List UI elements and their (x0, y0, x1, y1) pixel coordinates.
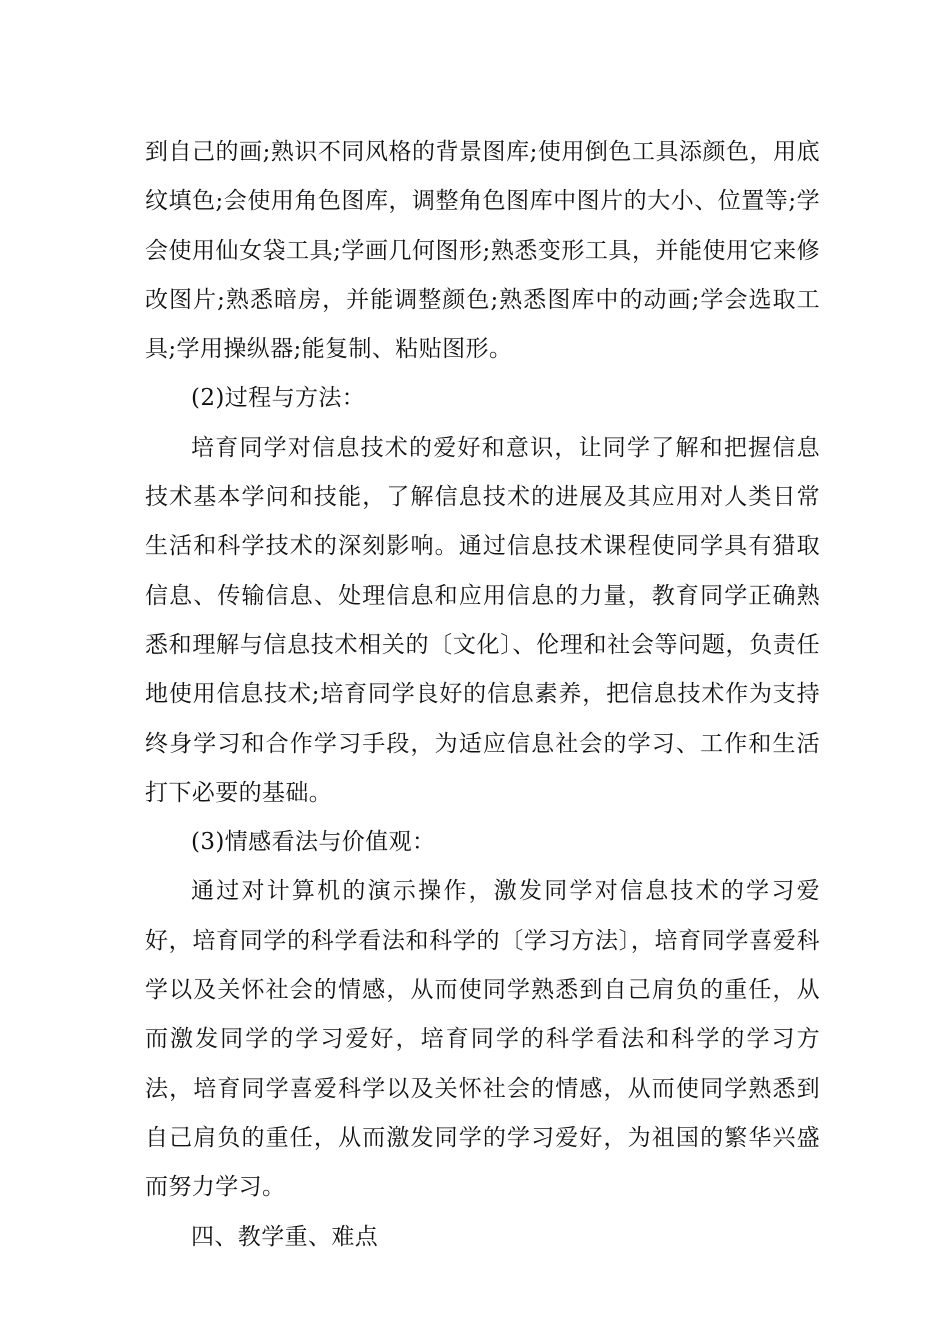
document-body (145, 128, 820, 1262)
section-heading-emotion-values: (3)情感看法与价值观： (191, 829, 436, 856)
paragraph-continuation: 到自己的画;熟识不同风格的背景图库;使用倒色工具添颜色，用底纹填色;会使用角色图库，调整角色图库中图片的大小、位置等;学会使用仙女袋工具;学画几何图形;熟悉变形工具，并能使用它来修改图片;熟悉暗房，并能调整颜色;熟悉图库中的动画;学会选取工具;学用操纵器;能复制、粘贴图形。 (145, 139, 820, 363)
paragraph-process-method: 培育同学对信息技术的爱好和意识，让同学了解和把握信息技术基本学问和技能，了解信息技术的进展及其应用对人类日常生活和科学技术的深刻影响。通过信息技术课程使同学具有猎取信息、传输信息、处理信息和应用信息的力量，教育同学正确熟悉和理解与信息技术相关的〔文化〕、伦理和社会等问题，负责任地使用信息技术;培育同学良好的信息素养，把信息技术作为支持终身学习和合作学习手段，为适应信息社会的学习、工作和生活打下必要的基础。 (145, 434, 820, 806)
section-heading-process-method: (2)过程与方法： (191, 385, 366, 412)
section-heading-key-difficult-points: 四、教学重、难点 (191, 1223, 379, 1250)
paragraph-emotion-values: 通过对计算机的演示操作，激发同学对信息技术的学习爱好，培育同学的科学看法和科学的〔学习方法〕，培育同学喜爱科学以及关怀社会的情感，从而使同学熟悉到自己肩负的重任，从而激发同学的学习爱好，培育同学的科学看法和科学的学习方法，培育同学喜爱科学以及关怀社会的情感，从而使同学熟悉到自己肩负的重任，从而激发同学的学习爱好，为祖国的繁华兴盛而努力学习。 (145, 878, 820, 1201)
